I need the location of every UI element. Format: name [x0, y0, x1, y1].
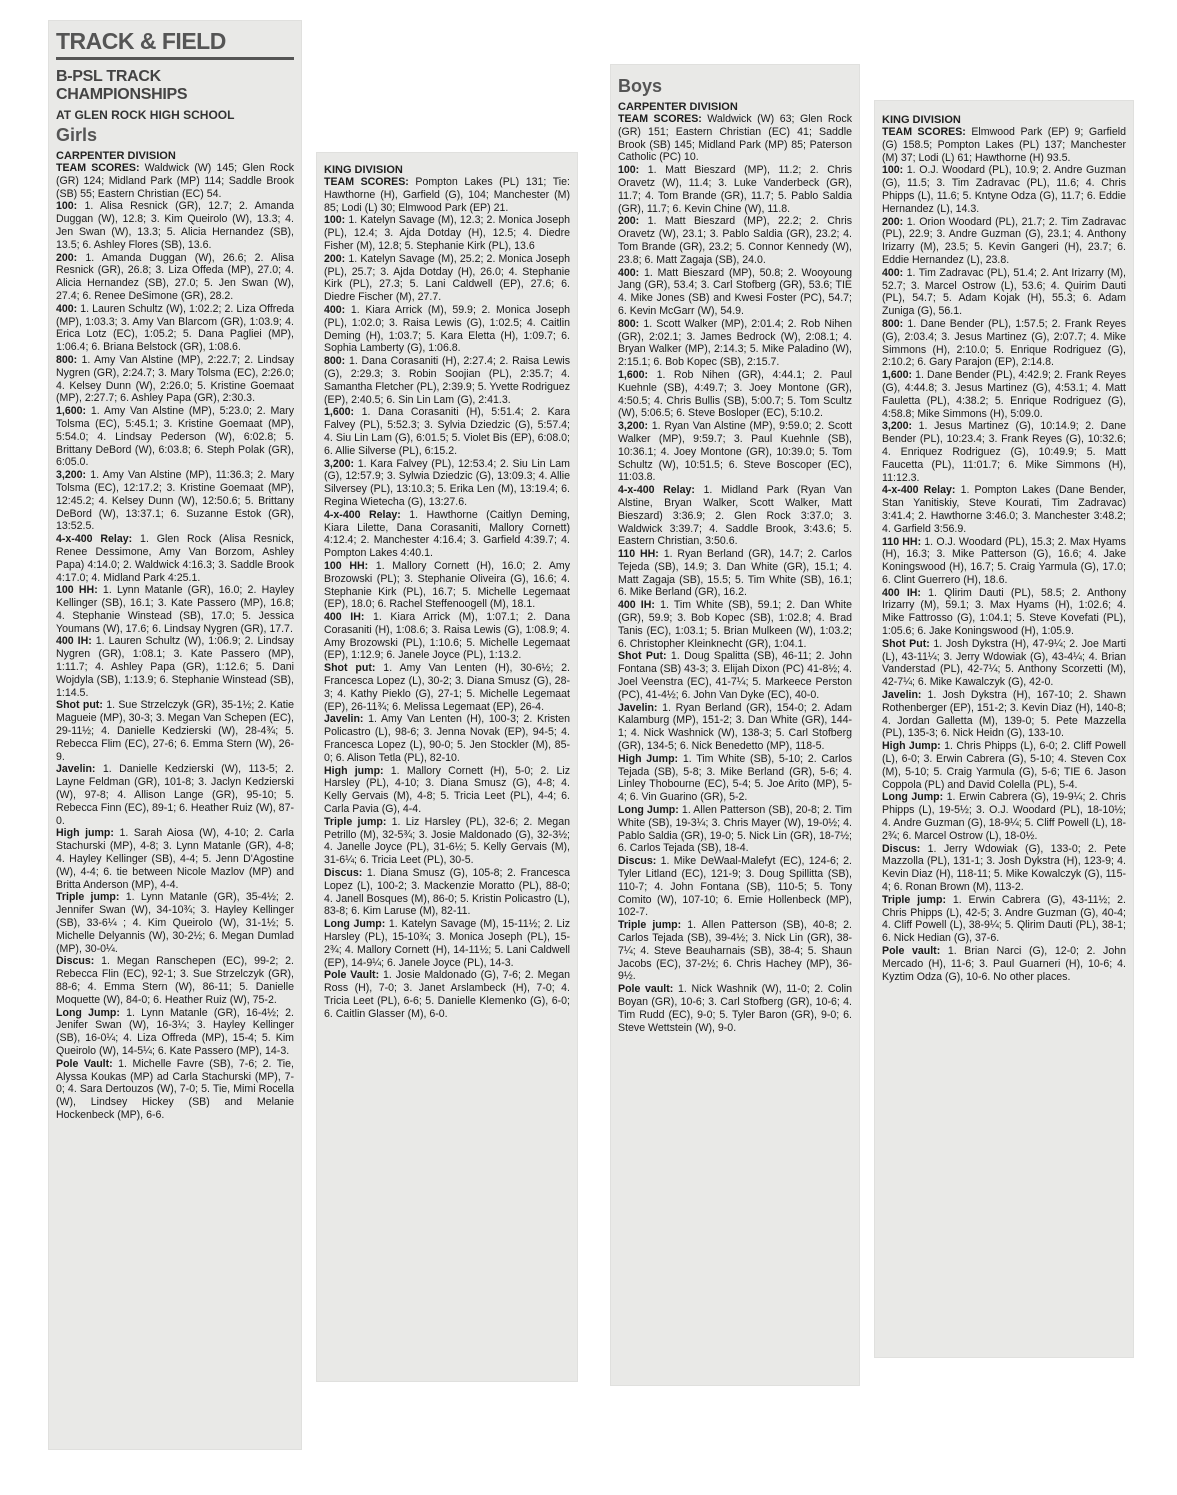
result-entry: [618, 855, 852, 919]
event-label: Long Jump:: [324, 918, 386, 931]
event-label: 200:: [882, 215, 904, 228]
clipping-girls-carpenter: [48, 20, 302, 1450]
event-results: 1. Amanda Duggan (W), 26.6; 2. Alisa Resnick (GR), 26.8; 3. Liza Offeda (MP), 27.0; 4. Alicia Hernandez (SB), 27.0; 5. Jen Swan (W), 27.4; 6. Renee DeSimone (GR), 28.2.: [56, 251, 294, 302]
girls-header: Girls: [56, 125, 98, 145]
result-entry: [618, 267, 852, 318]
event-results: 1. Erwin Cabrera (G), 43-11½; 2. Chris Phipps (L), 42-5; 3. Andre Guzman (G), 40-4; 4. Cliff Powell (L), 38-9¼; 5. Qlirim Dauti (PL), 38-1; 6. Nick Hedian (G), 37-6.: [882, 893, 1126, 945]
event-label: 800:: [882, 317, 904, 330]
event-results: 1. Lynn Matanle (GR), 16.0; 2. Hayley Kellinger (SB), 16.1; 3. Kate Passero (MP), 16.8; 4. Stephanie Winstead (SB), 17.0; 5. Jessica Youmans (W), 17.6; 6. Lindsay Nygren (GR), 17.7.: [56, 584, 294, 635]
event-label: 400:: [882, 266, 904, 279]
event-label: 100 HH:: [324, 559, 369, 572]
event-results: 1. Alisa Resnick (GR), 12.7; 2. Amanda Duggan (W), 12.8; 3. Kim Queirolo (W), 13.3; 4. Jen Swan (W), 13.3; 5. Alicia Hernandez (SB), 13.5; 6. Ashley Flores (SB), 13.6.: [56, 200, 294, 251]
event-label: Pole vault:: [618, 983, 674, 996]
event-label: Javelin:: [56, 763, 96, 776]
result-entry: [324, 304, 570, 355]
result-entry: [324, 918, 570, 969]
result-entry: [56, 162, 294, 200]
result-entry: [56, 1007, 294, 1058]
event-label: Javelin:: [324, 713, 364, 726]
event-label: 3,200:: [618, 420, 649, 433]
event-results: 1. Amy Van Alstine (MP), 2:22.7; 2. Lindsay Nygren (GR), 2:24.7; 3. Mary Tolsma (EC), 2:26.0; 4. Kelsey Dunn (W), 2:26.0; 5. Kristine Goemaat (MP), 2:27.7; 6. Ashley Papa (GR), 2:30.3.: [56, 353, 294, 405]
results-list: [324, 176, 570, 1021]
event-results: 1. Brian Narci (G), 12-0; 2. John Mercado (H), 11-6; 3. Paul Guarneri (H), 10-6; 4. Kyztim Odza (G), 10-6. No other places.: [882, 945, 1126, 983]
event-label: 400 IH:: [618, 599, 655, 612]
event-label: Javelin:: [618, 701, 658, 714]
result-entry: [56, 405, 294, 469]
event-results: 1. Matt Bieszard (MP), 11.2; 2. Chris Oravetz (W), 11.4; 3. Luke Vanderbeck (GR), 11.7; 4. Tom Brande (GR), 11.7; 5. Pablo Saldia (GR), 11.7; 6. Kevin Chine (W), 11.8.: [618, 164, 852, 215]
event-results: 1. Megan Ranschepen (EC), 99-2; 2. Rebecca Flin (EC), 92-1; 3. Sue Strzelczyk (GR), 88-6; 4. Emma Stern (W), 86-11; 5. Danielle Moquette (W), 84-0; 6. Heather Ruiz (W), 75-2.: [56, 955, 294, 1006]
event-results: 1. Katelyn Savage (M), 15-11½; 2. Liz Harsley (PL), 15-10¾; 3. Monica Joseph (PL), 15-2¾; 4. Mallory Cornett (H), 14-11½; 5. Lani Caldwell (EP), 14-9¼; 6. Janele Joyce (PL), 14-3.: [324, 918, 571, 969]
event-label: 3,200:: [56, 469, 87, 482]
division-header: CARPENTER DIVISION: [56, 150, 176, 162]
event-label: 800:: [56, 353, 78, 366]
event-results: Elmwood Park (EP) 9; Garfield (G) 158.5; Pompton Lakes (PL) 137; Manchester (M) 37; Lodi (L) 61; Hawthorne (H) 93.5.: [882, 126, 1126, 164]
event-results: 1. Dana Corasaniti (H), 5:51.4; 2. Kara Falvey (PL), 5:52.3; 3. Sylvia Dziedzic (G), 5:57.4; 4. Siu Lin Lam (G), 6:01.5; 5. Violet Bis (EP), 6:08.0; 6. Allie Silverse (PL), 6:15.2.: [324, 406, 570, 457]
event-results: 1. Kara Falvey (PL), 12:53.4; 2. Siu Lin Lam (G), 12:57.9; 3. Sylwia Dziedzic (G), 13:09.3; 4. Allie Silversey (PL), 13:10.3; 5. Erika Len (M), 13:19.4; 6. Regina Wietecha (G), 13:27.6.: [324, 457, 570, 508]
event-label: Triple jump:: [56, 891, 120, 904]
event-results: 1. Nick Washnik (W), 11-0; 2. Colin Boyan (GR), 10-6; 3. Carl Stofberg (GR), 10-6; 4. Tim Rudd (EC), 9-0; 5. Tyler Baron (GR), 9-0; 6. Steve Wettstein (W), 9-0.: [618, 983, 852, 1034]
result-entry: [618, 164, 852, 215]
clipping-girls-king: [316, 152, 578, 1382]
event-label: Long Jump:: [56, 1006, 120, 1019]
result-entry: [56, 699, 294, 763]
event-label: 1,600:: [882, 369, 913, 382]
result-entry: [618, 369, 852, 420]
division-header: CARPENTER DIVISION: [618, 101, 738, 113]
event-results: 1. Mallory Cornett (H), 16.0; 2. Amy Brozowski (PL); 3. Stephanie Oliveira (G), 16.6; 4. Stephanie Kirk (PL), 16.7; 5. Michelle Legemaat (EP), 18.0; 6. Rachel Steffenoogell (M), 18.1.: [324, 559, 571, 611]
event-label: Discus:: [324, 867, 363, 880]
result-entry: [56, 763, 294, 827]
event-results: 1. Scott Walker (MP), 2:01.4; 2. Rob Nihen (GR), 2:02.1; 3. James Bedrock (W), 2:08.1; 4. Bryan Walker (MP), 2:14.3; 5. Mike Paladino (W), 2:15.1; 6. Bob Kopec (SB), 2:15.7.: [618, 317, 852, 369]
event-results: 1. Lauren Schultz (W), 1:06.9; 2. Lindsay Nygren (GR), 1:08.1; 3. Kate Passero (MP), 1:11.7; 4. Ashley Papa (GR), 1:12.6; 5. Dani Wojdyla (SB), 1:13.9; 6. Stephanie Winstead (SB), 1:14.5.: [56, 635, 294, 699]
result-entry: [56, 891, 294, 955]
event-label: 400 IH:: [324, 611, 365, 624]
result-entry: [324, 611, 570, 662]
result-entry: [324, 253, 570, 304]
event-results: 1. Orion Woodard (PL), 21.7; 2. Tim Zadravac (PL), 22.9; 3. Andre Guzman (G), 23.1; 4. Anthony Irizarry (M), 23.5; 5. Kevin Gangeri (H), 23.7; 6. Eddie Hernandez (L), 23.8.: [882, 215, 1126, 266]
event-label: 110 HH:: [882, 535, 922, 548]
result-entry: [882, 587, 1126, 638]
event-label: 110 HH:: [618, 548, 659, 561]
event-results: 1. Ryan Van Alstine (MP), 9:59.0; 2. Scott Walker (MP), 9:59.7; 3. Paul Kuehnle (SB), 10:36.1; 4. Joey Montone (GR), 10:39.0; 5. Tom Schultz (W), 10:51.5; 6. Steve Boscoper (EC), 11:03.8.: [618, 420, 852, 484]
event-label: 100:: [324, 214, 346, 227]
event-label: 4-x-400 Relay:: [882, 484, 956, 497]
event-label: Triple jump:: [882, 893, 946, 906]
event-label: 4-x-400 Relay:: [618, 484, 695, 497]
event-label: 1,600:: [324, 406, 355, 419]
result-entry: [324, 867, 570, 918]
event-results: 1. Chris Phipps (L), 6-0; 2. Cliff Powell (L), 6-0; 3. Erwin Cabrera (G), 5-10; 4. Steven Cox (M), 5-10; 5. Craig Yarmula (G), 5-6; TIE 6. Jason Coppola (PL) and David Colella (PL), 5-4.: [882, 740, 1127, 791]
result-entry: [324, 458, 570, 509]
division-header: KING DIVISION: [882, 114, 961, 126]
event-label: 400 IH:: [882, 586, 921, 599]
event-label: Javelin:: [882, 689, 922, 702]
event-results: 1. Allen Patterson (SB), 20-8; 2. Tim White (SB), 19-3¼; 3. Chris Mayer (W), 19-0½; 4. Pablo Saldia (GR), 19-0; 5. Nick Lin (GR), 18-7½; 6. Carlos Tejada (SB), 18-4.: [618, 804, 852, 855]
result-entry: [56, 303, 294, 354]
result-entry: [324, 713, 570, 764]
event-results: 1. Mike DeWaal-Malefyt (EC), 124-6; 2. Tyler Litland (EC), 121-9; 3. Doug Spillitta (SB), 110-7; 4. John Fontana (SB), 110-5; 5. Tony Comito (W), 107-10; 6. Ernie Hollenbeck (MP), 102-7.: [618, 855, 852, 919]
event-label: High jump:: [56, 827, 114, 840]
result-entry: [882, 126, 1126, 164]
event-results: 1. Diana Smusz (G), 105-8; 2. Francesca Lopez (L), 100-2; 3. Mackenzie Moratto (PL), 88-0; 4. Janell Bosques (M), 86-0; 5. Kristin Policastro (L), 83-8; 6. Kim Laruse (M), 82-11.: [324, 867, 570, 918]
event-results: 1. Pompton Lakes (Dane Bender, Stan Yanitiskiy, Steve Kourati, Tim Zadravac) 3:41.4; 2. Hawthorne 3:46.0; 3. Manchester 3:48.2; 4. Garfield 3:56.9.: [882, 484, 1126, 535]
event-label: 100:: [882, 164, 904, 177]
result-entry: [56, 1058, 294, 1122]
event-label: Shot put:: [56, 699, 103, 712]
section-header: TRACK & FIELD: [56, 28, 294, 60]
result-entry: [882, 740, 1126, 791]
event-label: 3,200:: [324, 457, 355, 470]
event-results: 1. Lynn Matanle (GR), 35-4½; 2. Jennifer Swan (W), 34-10¾; 3. Hayley Kellinger (SB), 33-6¼ ; 4. Kim Queirolo (W), 31-1½; 5. Michelle Delyannis (W), 30-2½; 6. Megan Dumlad (MP), 30-0¼.: [56, 891, 294, 955]
results-list: [56, 162, 294, 1122]
result-entry: [618, 318, 852, 369]
result-entry: [324, 560, 570, 611]
results-list: [618, 113, 852, 1034]
event-label: 4-x-400 Relay:: [324, 508, 401, 521]
event-label: Long Jump:: [882, 791, 944, 804]
event-label: High jump:: [324, 764, 384, 777]
result-entry: [882, 791, 1126, 842]
result-entry: [618, 215, 852, 266]
result-entry: [324, 662, 570, 713]
result-entry: [618, 919, 852, 983]
event-label: 3,200:: [882, 420, 913, 433]
event-label: Discus:: [618, 855, 657, 868]
event-results: 1. Midland Park (Ryan Van Alstine, Bryan Walker, Scott Walker, Matt Bieszard) 3:36.9; 2. Glen Rock 3:37.0; 3. Waldwick 3:39.7; 4. Saddle Brook, 3:43.6; 5. Eastern Christian, 3:50.6.: [618, 484, 852, 548]
event-results: 1. Tim White (SB), 59.1; 2. Dan White (GR), 59.9; 3. Bob Kopec (SB), 1:02.8; 4. Brad Tanis (EC), 1:03.1; 5. Brian Mulkeen (W), 1:03.2; 6. Christopher Kleinknecht (GR), 1:04.1.: [618, 599, 852, 650]
event-label: 800:: [324, 355, 346, 368]
result-entry: [882, 420, 1126, 484]
result-entry: [618, 484, 852, 548]
event-results: 1. Tim Zadravac (PL), 51.4; 2. Ant Irizarry (M), 52.7; 3. Marcel Ostrow (L), 53.6; 4. Quirim Dauti (PL), 54.7; 5. Adam Kojak (H), 55.3; 6. Adam Zuniga (G), 56.1.: [882, 266, 1126, 318]
results-list: [882, 126, 1126, 983]
result-entry: [324, 816, 570, 867]
event-results: 1. Hawthorne (Caitlyn Deming, Kiara Lilette, Dana Corasaniti, Mallory Cornett) 4:12.4; 2. Manchester 4:16.4; 3. Garfield 4:39.7; 4. Pompton Lakes 4:40.1.: [324, 508, 570, 560]
event-label: 1,600:: [618, 368, 649, 381]
result-entry: [56, 469, 294, 533]
event-results: 1. Matt Bieszard (MP), 50.8; 2. Wooyoung Jang (GR), 53.4; 3. Carl Stofberg (GR), 53.6; TIE 4. Mike Jones (SB) and Kwesi Foster (PC), 54.7; 6. Kevin McGarr (W), 54.9.: [618, 266, 852, 317]
event-results: 1. Jerry Wdowiak (G), 133-0; 2. Pete Mazzolla (PL), 131-1; 3. Josh Dykstra (H), 123-9; 4. Kevin Diaz (H), 118-11; 5. Mike Kowalczyk (G), 115-4; 6. Ronan Brown (M), 113-2.: [882, 842, 1126, 894]
result-entry: [56, 533, 294, 584]
event-results: 1. Sarah Aiosa (W), 4-10; 2. Carla Stachurski (MP), 4-8; 3. Lynn Matanle (GR), 4-8; 4. Hayley Kellinger (SB), 4-4; 5. Jenn D'Agostine (W), 4-4; 6. tie between Nicole Mazlov (MP) and Britta Anderson (MP), 4-4.: [56, 827, 295, 891]
result-entry: [56, 252, 294, 303]
event-label: Shot Put:: [882, 637, 930, 650]
event-label: 100:: [56, 200, 78, 213]
result-entry: [882, 894, 1126, 945]
event-results: 1. Amy Van Lenten (H), 30-6½; 2. Francesca Lopez (L), 30-2; 3. Diana Smusz (G), 28-3; 4. Kathy Pieklo (G), 27-1; 5. Michelle Legemaat (EP), 26-11¾; 6. Melissa Legemaat (EP), 26-4.: [324, 662, 570, 713]
event-label: 400:: [618, 266, 640, 279]
result-entry: [882, 843, 1126, 894]
result-entry: [324, 509, 570, 560]
meet-location: AT GLEN ROCK HIGH SCHOOL: [56, 108, 235, 122]
event-label: 100:: [618, 164, 640, 177]
event-label: High Jump:: [618, 752, 679, 765]
event-results: 1. Matt Bieszard (MP), 22.2; 2. Chris Oravetz (W), 23.1; 3. Pablo Saldia (GR), 23.2; 4. Tom Brande (GR), 23.2; 5. Connor Kennedy (W), 23.8; 6. Matt Zagaja (SB), 24.0.: [618, 215, 852, 266]
event-label: High Jump:: [882, 740, 941, 753]
event-results: 1. Michelle Favre (SB), 7-6; 2. Tie, Alyssa Koukas (MP) ad Carla Stachurski (MP), 7-0; 4. Sara Dertouzos (W), 7-0; 5. Tie, Mimi Rocella (W), Lindsey Hickey (SB) and Melanie Hockenbeck (MP), 6-6.: [56, 1057, 294, 1121]
event-results: 1. Liz Harsley (PL), 32-6; 2. Megan Petrillo (M), 32-5¾; 3. Josie Maldonado (G), 32-3½; 4. Janelle Joyce (PL), 31-6½; 5. Kelly Gervais (M), 31-6¼; 6. Tricia Leet (PL), 30-5.: [324, 815, 570, 867]
result-entry: [882, 267, 1126, 318]
event-results: 1. Josh Dykstra (H), 167-10; 2. Shawn Rothenberger (EP), 151-2; 3. Kevin Diaz (H), 140-8; 4. Jordan Galletta (M), 139-0; 5. Pete Mazzella (PL), 135-3; 6. Nick Heidn (G), 133-10.: [882, 689, 1126, 740]
event-results: 1. Lauren Schultz (W), 1:02.2; 2. Liza Offreda (MP), 1:03.3; 3. Amy Van Blarcom (GR), 1:03.9; 4. Erica Lotz (EC), 1:05.2; 5. Dana Pagliei (MP), 1:06.4; 6. Briana Belstock (GR), 1:08.6.: [56, 302, 294, 354]
meet-title: B-PSL TRACK CHAMPIONSHIPS: [56, 68, 188, 103]
event-results: 1. Kiara Arrick (M), 59.9; 2. Monica Joseph (PL), 1:02.0; 3. Raisa Lewis (G), 1:02.5; 4. Caitlin Deming (H), 1:03.7; 5. Kara Eletta (H), 1:09.7; 6. Sophia Lamberty (G), 1:06.8.: [324, 303, 570, 355]
event-label: Pole Vault:: [324, 969, 380, 982]
result-entry: [882, 484, 1126, 535]
event-results: 1. Josh Dykstra (H), 47-9¼; 2. Joe Marti (L), 43-11¼; 3. Jerry Wdowiak (G), 43-4¼; 4. Brian Vanderstad (PL), 42-7¼; 5. Anthony Scorzetti (M), 42-7¼; 6. Mike Kawalczyk (G), 42-0.: [882, 637, 1127, 689]
event-results: 1. Ryan Berland (GR), 14.7; 2. Carlos Tejeda (SB), 14.9; 3. Dan White (GR), 15.1; 4. Matt Zagaja (SB), 15.5; 5. Tim White (SB), 16.1; 6. Mike Berland (GR), 16.2.: [618, 548, 852, 599]
event-label: 800:: [618, 317, 640, 330]
event-label: Triple jump:: [324, 815, 387, 828]
event-label: 1,600:: [56, 405, 87, 418]
event-results: 1. Amy Van Lenten (H), 100-3; 2. Kristen Policastro (L), 98-6; 3. Jenna Novak (EP), 94-5; 4. Francesca Lopez (L), 90-0; 5. Jen Stockler (M), 85-0; 6. Alison Tetla (PL), 82-10.: [324, 713, 570, 764]
result-entry: [56, 584, 294, 635]
result-entry: [882, 216, 1126, 267]
event-label: 200:: [324, 252, 346, 265]
event-results: 1. Amy Van Alstine (MP), 5:23.0; 2. Mary Tolsma (EC), 5:45.1; 3. Kristine Goemaat (MP), 5:54.0; 4. Lindsay Pederson (W), 6:02.8; 5. Brittany DeBord (W), 6:03.8; 6. Steph Polak (GR), 6:05.0.: [56, 405, 294, 469]
event-label: Shot Put:: [618, 650, 667, 663]
division-header: KING DIVISION: [324, 164, 403, 176]
result-entry: [56, 955, 294, 1006]
result-entry: [882, 318, 1126, 369]
event-label: TEAM SCORES:: [618, 113, 702, 125]
result-entry: [324, 355, 570, 406]
event-results: 1. Ryan Berland (GR), 154-0; 2. Adam Kalamburg (MP), 151-2; 3. Dan White (GR), 144-1; 4. Nick Washnick (W), 138-3; 5. Carl Stofberg (GR), 134-5; 6. Nick Benedetto (MP), 118-5.: [618, 701, 852, 753]
event-results: 1. Doug Spalitta (SB), 46-11; 2. John Fontana (SB) 43-3; 3. Elijah Dixon (PC) 41-8½; 4. Joel Veenstra (EC), 41-7¼; 5. Markeece Perston (PC), 41-4½; 6. John Van Dyke (EC), 40-0.: [618, 650, 852, 701]
event-label: Pole vault:: [882, 945, 941, 957]
event-results: 1. Glen Rock (Alisa Resnick, Renee Dessimone, Amy Van Borzom, Ashley Papa) 4:14.0; 2. Waldwick 4:16.3; 3. Saddle Brook 4:17.0; 4. Midland Park 4:25.1.: [56, 533, 294, 584]
boys-header: Boys: [618, 76, 663, 96]
event-label: TEAM SCORES:: [324, 176, 409, 188]
event-label: TEAM SCORES:: [56, 162, 140, 174]
event-label: 200:: [56, 251, 78, 264]
event-results: 1. Kiara Arrick (M), 1:07.1; 2. Dana Corasaniti (H), 1:08.6; 3. Raisa Lewis (G), 1:08.9; 4. Amy Brozowski (PL), 1:10.6; 5. Michelle Legemaat (EP), 1:12.9; 6. Janele Joyce (PL), 1:13.2.: [324, 611, 570, 662]
result-entry: [324, 969, 570, 1020]
event-label: 400:: [56, 302, 78, 315]
result-entry: [56, 200, 294, 251]
result-entry: [56, 635, 294, 699]
result-entry: [618, 548, 852, 599]
result-entry: [882, 945, 1126, 983]
event-label: Discus:: [882, 842, 921, 855]
event-results: 1. Dana Corasaniti (H), 2:27.4; 2. Raisa Lewis (G), 2:29.3; 3. Robin Soojian (PL), 2:35.7; 4. Samantha Fletcher (PL), 2:39.9; 5. Yvette Rodriguez (EP), 2:40.5; 6. Sin Lin Lam (G), 2:41.3.: [324, 355, 570, 406]
result-entry: [324, 214, 570, 252]
result-entry: [56, 827, 294, 891]
event-results: 1. Katelyn Savage (M), 12.3; 2. Monica Joseph (PL), 12.4; 3. Ajda Dotday (H), 12.5; 4. Diedre Fisher (M), 12.8; 5. Stephanie Kirk (PL), 13.6: [324, 214, 570, 252]
event-results: Waldwick (W) 63; Glen Rock (GR) 151; Eastern Christian (EC) 41; Saddle Brook (SB) 145; Midland Park (MP) 85; Paterson Catholic (PC) 10.: [618, 113, 852, 164]
result-entry: [882, 164, 1126, 215]
result-entry: [618, 420, 852, 484]
result-entry: [882, 638, 1126, 689]
event-results: 1. Allen Patterson (SB), 40-8; 2. Carlos Tejada (SB), 39-4½; 3. Nick Lin (GR), 38-7¼; 4. Steve Beauharnais (SB), 38-4; 5. Shaun Jacobs (EC), 37-2½; 6. Chris Hachey (MP), 36-9½.: [618, 919, 852, 983]
event-label: Long Jump:: [618, 804, 679, 817]
event-label: TEAM SCORES:: [882, 126, 966, 138]
clipping-boys-king: [874, 100, 1134, 1358]
result-entry: [324, 176, 570, 214]
result-entry: [56, 354, 294, 405]
result-entry: [618, 804, 852, 855]
event-label: 200:: [618, 215, 640, 228]
result-entry: [324, 406, 570, 457]
event-results: 1. Erwin Cabrera (G), 19-9¼; 2. Chris Phipps (L), 19-5½; 3. O.J. Woodard (PL), 18-10½; 4. Andre Guzman (G), 18-9¼; 5. Cliff Powell (L), 18-2¾; 6. Marcel Ostrow (L), 18-0½.: [882, 791, 1127, 842]
result-entry: [882, 689, 1126, 740]
event-results: 1. Mallory Cornett (H), 5-0; 2. Liz Harsley (PL), 4-10; 3. Diana Smusz (G), 4-8; 4. Kelly Gervais (M), 4-8; 5. Tricia Leet (PL), 4-4; 6. Carla Pavia (G), 4-4.: [324, 764, 570, 816]
event-label: Shot put:: [324, 662, 376, 675]
result-entry: [618, 650, 852, 701]
event-label: Pole Vault:: [56, 1057, 113, 1070]
result-entry: [882, 536, 1126, 587]
event-label: Triple jump:: [618, 919, 682, 932]
event-label: Discus:: [56, 955, 95, 968]
event-results: 1. Sue Strzelczyk (GR), 35-1½; 2. Katie Magueie (MP), 30-3; 3. Megan Van Schepen (EC), 29-11½; 4. Danielle Kedzierski (W), 28-4¾; 5. Rebecca Flim (EC), 27-6; 6. Emma Stern (W), 26-9.: [56, 699, 294, 763]
event-results: 1. Amy Van Alstine (MP), 11:36.3; 2. Mary Tolsma (EC), 12:17.2; 3. Kristine Goemaat (MP), 12:45.2; 4. Kelsey Dunn (W), 12:50.6; 5. Brittany DeBord (W), 13:37.1; 6. Suzanne Estok (GR), 13:52.5.: [56, 469, 294, 533]
event-results: 1. Dane Bender (PL), 4:42.9; 2. Frank Reyes (G), 4:44.8; 3. Jesus Martinez (G), 4:53.1; 4. Matt Fauletta (PL), 4:38.2; 5. Enrique Rodriguez (G), 4:58.8; Mike Simmons (H), 5:09.0.: [882, 369, 1126, 420]
event-results: 1. Danielle Kedzierski (W), 113-5; 2. Layne Feldman (GR), 101-8; 3. Jaclyn Kedzierski (W), 97-8; 4. Allison Lange (GR), 95-10; 5. Rebecca Finn (EC), 89-1; 6. Heather Ruiz (W), 87-0.: [56, 763, 294, 827]
result-entry: [618, 113, 852, 164]
result-entry: [618, 983, 852, 1034]
event-results: Pompton Lakes (PL) 131; Tie: Hawthorne (H), Garfield (G), 104; Manchester (M) 85; Lodi (L) 30; Elmwood Park (EP) 21.: [324, 176, 570, 214]
event-label: 100 HH:: [56, 584, 98, 597]
result-entry: [618, 599, 852, 650]
event-results: 1. O.J. Woodard (PL), 15.3; 2. Max Hyams (H), 16.3; 3. Mike Patterson (G), 16.6; 4. Jake Koningswood (H), 16.7; 5. Craig Yarmula (G), 17.0; 6. Clint Guerrero (H), 18.6.: [882, 535, 1126, 586]
event-results: 1. Qlirim Dauti (PL), 58.5; 2. Anthony Irizarry (M), 59.1; 3. Max Hyams (H), 1:02.6; 4. Mike Fattrosso (G), 1:04.1; 5. Steve Kovefati (PL), 1:05.6; 6. Jake Koningswood (H), 1:05.9.: [882, 586, 1126, 638]
event-results: 1. Katelyn Savage (M), 25.2; 2. Monica Joseph (PL), 25.7; 3. Ajda Dotday (H), 26.0; 4. Stephanie Kirk (PL), 27.3; 5. Lani Caldwell (EP), 27.6; 6. Diedre Fischer (M), 27.7.: [324, 252, 570, 304]
event-label: 400:: [324, 303, 346, 316]
event-results: 1. Lynn Matanle (GR), 16-4½; 2. Jenifer Swan (W), 16-3¼; 3. Hayley Kellinger (SB), 16-0¼; 4. Liza Offreda (MP), 15-4; 5. Kim Queirolo (W), 14-5¼; 6. Kate Passero (MP), 14-3.: [56, 1006, 295, 1057]
event-results: 1. Tim White (SB), 5-10; 2. Carlos Tejada (SB), 5-8; 3. Mike Berland (GR), 5-6; 4. Linley Thobourne (EC), 5-4; 5. Joe Arito (MP), 5-4; 6. Vin Guarino (GR), 5-2.: [618, 752, 853, 804]
event-results: 1. Dane Bender (PL), 1:57.5; 2. Frank Reyes (G), 2:03.4; 3. Jesus Martinez (G), 2:07.7; 4. Mike Simmons (H), 2:10.0; 5. Enrique Rodriguez (G), 2:10.2; 6. Gary Parajon (EP), 2:14.8.: [882, 317, 1126, 369]
event-results: 1. Rob Nihen (GR), 4:44.1; 2. Paul Kuehnle (SB), 4:49.7; 3. Joey Montone (GR), 4:50.5; 4. Chris Bullis (SB), 5:00.7; 5. Tom Scultz (W), 5:06.5; 6. Steve Bosloper (EC), 5:10.2.: [618, 368, 852, 420]
event-results: 1. Jesus Martinez (G), 10:14.9; 2. Dane Bender (PL), 10:23.4; 3. Frank Reyes (G), 10:32.6; 4. Enriquez Rodriguez (G), 10:49.9; 5. Matt Faucetta (PL), 11:01.7; 6. Mike Simmons (H), 11:12.3.: [882, 420, 1126, 484]
event-results: Waldwick (W) 145; Glen Rock (GR) 124; Midland Park (MP) 114; Saddle Brook (SB) 55; Eastern Christian (EC) 54.: [56, 162, 294, 200]
clipping-boys-carpenter: [610, 64, 860, 1386]
event-label: 4-x-400 Relay:: [56, 533, 133, 546]
event-label: 400 IH:: [56, 635, 92, 648]
result-entry: [618, 753, 852, 804]
result-entry: [324, 765, 570, 816]
event-results: 1. O.J. Woodard (PL), 10.9; 2. Andre Guzman (G), 11.5; 3. Tim Zadravac (PL), 11.6; 4. Chris Phipps (L), 11.6; 5. Kntyne Odza (G), 11.7; 6. Eddie Hernandez (L), 14.3.: [882, 164, 1126, 215]
result-entry: [618, 702, 852, 753]
result-entry: [882, 369, 1126, 420]
event-results: 1. Josie Maldonado (G), 7-6; 2. Megan Ross (H), 7-0; 3. Janet Arslambeck (H), 7-0; 4. Tricia Leet (PL), 6-6; 5. Danielle Klemenko (G), 6-0; 6. Caitlin Glasser (M), 6-0.: [324, 969, 570, 1020]
